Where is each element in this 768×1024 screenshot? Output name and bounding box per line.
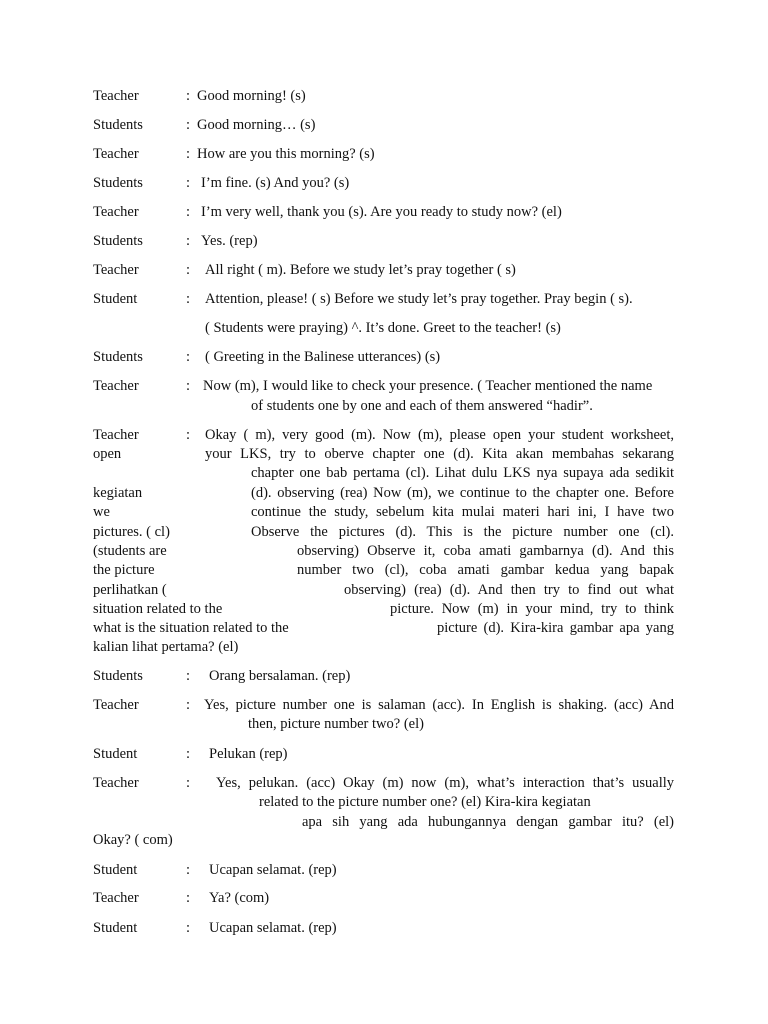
utterance: Ucapan selamat. (rep) bbox=[209, 862, 337, 878]
utterance-continuation: number two (cl), coba amati gambar kedua yang bapak bbox=[297, 562, 674, 578]
margin-note: situation related to the bbox=[93, 601, 223, 617]
colon: : bbox=[186, 204, 191, 220]
margin-note: kegiatan bbox=[93, 485, 143, 501]
speaker: Teacher bbox=[93, 378, 139, 394]
speaker: Teacher bbox=[93, 146, 139, 162]
speaker: Students bbox=[93, 175, 143, 191]
utterance-continuation: of students one by one and each of them answered “hadir”. bbox=[251, 398, 593, 414]
utterance: How are you this morning? (s) bbox=[197, 146, 375, 162]
colon: : bbox=[186, 920, 191, 936]
colon: : bbox=[186, 427, 191, 443]
colon: : bbox=[186, 775, 191, 791]
margin-note: open bbox=[93, 446, 122, 462]
utterance-continuation: then, picture number two? (el) bbox=[248, 716, 424, 732]
utterance-continuation: your LKS, try to oberve chapter one (d). Kita akan membahas sekarang bbox=[205, 446, 674, 462]
utterance-continuation: Okay? ( com) bbox=[93, 832, 173, 848]
speaker: Teacher bbox=[93, 775, 139, 791]
utterance-continuation: chapter one bab pertama (cl). Lihat dulu LKS nya supaya ada sedikit bbox=[251, 465, 674, 481]
utterance-continuation: Observe the pictures (d). This is the picture number one (cl). bbox=[251, 524, 674, 540]
speaker: Student bbox=[93, 291, 138, 307]
utterance: Pelukan (rep) bbox=[209, 746, 288, 762]
margin-note: what is the situation related to the bbox=[93, 620, 289, 636]
margin-note: we bbox=[93, 504, 110, 520]
speaker: Students bbox=[93, 233, 143, 249]
utterance: Yes, picture number one is salaman (acc). In English is shaking. (acc) And bbox=[204, 697, 674, 713]
utterance: Okay ( m), very good (m). Now (m), please open your student worksheet, bbox=[205, 427, 674, 443]
utterance: I’m fine. (s) And you? (s) bbox=[201, 175, 350, 191]
speaker: Teacher bbox=[93, 204, 139, 220]
margin-note: pictures. ( cl) bbox=[93, 524, 170, 540]
colon: : bbox=[186, 291, 191, 307]
colon: : bbox=[186, 746, 191, 762]
utterance: Ya? (com) bbox=[209, 890, 270, 906]
utterance-continuation: related to the picture number one? (el) Kira-kira kegiatan bbox=[259, 794, 591, 810]
utterance: Good morning! (s) bbox=[197, 88, 306, 104]
utterance-continuation: observing) Observe it, coba amati gambarnya (d). And this bbox=[297, 543, 674, 559]
speaker: Student bbox=[93, 746, 138, 762]
colon: : bbox=[186, 862, 191, 878]
speaker: Students bbox=[93, 668, 143, 684]
utterance-continuation: continue the study, sebelum kita mulai materi hari ini, I have two bbox=[251, 504, 674, 520]
colon: : bbox=[186, 88, 191, 104]
colon: : bbox=[186, 175, 191, 191]
utterance: Orang bersalaman. (rep) bbox=[209, 668, 351, 684]
utterance: I’m very well, thank you (s). Are you ready to study now? (el) bbox=[201, 204, 562, 220]
colon: : bbox=[186, 697, 191, 713]
colon: : bbox=[186, 378, 191, 394]
speaker: Teacher bbox=[93, 697, 139, 713]
colon: : bbox=[186, 146, 191, 162]
utterance: Yes, pelukan. (acc) Okay (m) now (m), what’s interaction that’s usually bbox=[216, 775, 674, 791]
colon: : bbox=[186, 890, 191, 906]
utterance-continuation: observing) (rea) (d). And then try to find out what bbox=[344, 582, 674, 598]
speaker: Teacher bbox=[93, 427, 139, 443]
utterance: All right ( m). Before we study let’s pray together ( s) bbox=[205, 262, 516, 278]
utterance: Now (m), I would like to check your presence. ( Teacher mentioned the name bbox=[203, 378, 653, 394]
speaker: Students bbox=[93, 349, 143, 365]
utterance-continuation: picture. Now (m) in your mind, try to think bbox=[390, 601, 674, 617]
utterance-continuation: (d). observing (rea) Now (m), we continue to the chapter one. Before bbox=[251, 485, 674, 501]
utterance: ( Greeting in the Balinese utterances) (s) bbox=[205, 349, 441, 365]
speaker: Student bbox=[93, 920, 138, 936]
speaker: Students bbox=[93, 117, 143, 133]
utterance-continuation: kalian lihat pertama? (el) bbox=[93, 639, 239, 655]
margin-note: perlihatkan ( bbox=[93, 582, 167, 598]
utterance-continuation: apa sih yang ada hubungannya dengan gambar itu? (el) bbox=[302, 814, 674, 830]
speaker: Student bbox=[93, 862, 138, 878]
colon: : bbox=[186, 233, 191, 249]
utterance-continuation: ( Students were praying) ^. It’s done. Greet to the teacher! (s) bbox=[205, 320, 561, 336]
utterance: Good morning… (s) bbox=[197, 117, 316, 133]
utterance: Yes. (rep) bbox=[201, 233, 258, 249]
utterance: Attention, please! ( s) Before we study let’s pray together. Pray begin ( s). bbox=[205, 291, 633, 307]
speaker: Teacher bbox=[93, 88, 139, 104]
speaker: Teacher bbox=[93, 262, 139, 278]
colon: : bbox=[186, 262, 191, 278]
colon: : bbox=[186, 349, 191, 365]
utterance-continuation: picture (d). Kira-kira gambar apa yang bbox=[437, 620, 674, 636]
margin-note: (students are bbox=[93, 543, 167, 559]
utterance: Ucapan selamat. (rep) bbox=[209, 920, 337, 936]
colon: : bbox=[186, 117, 191, 133]
speaker: Teacher bbox=[93, 890, 139, 906]
margin-note: the picture bbox=[93, 562, 155, 578]
colon: : bbox=[186, 668, 191, 684]
